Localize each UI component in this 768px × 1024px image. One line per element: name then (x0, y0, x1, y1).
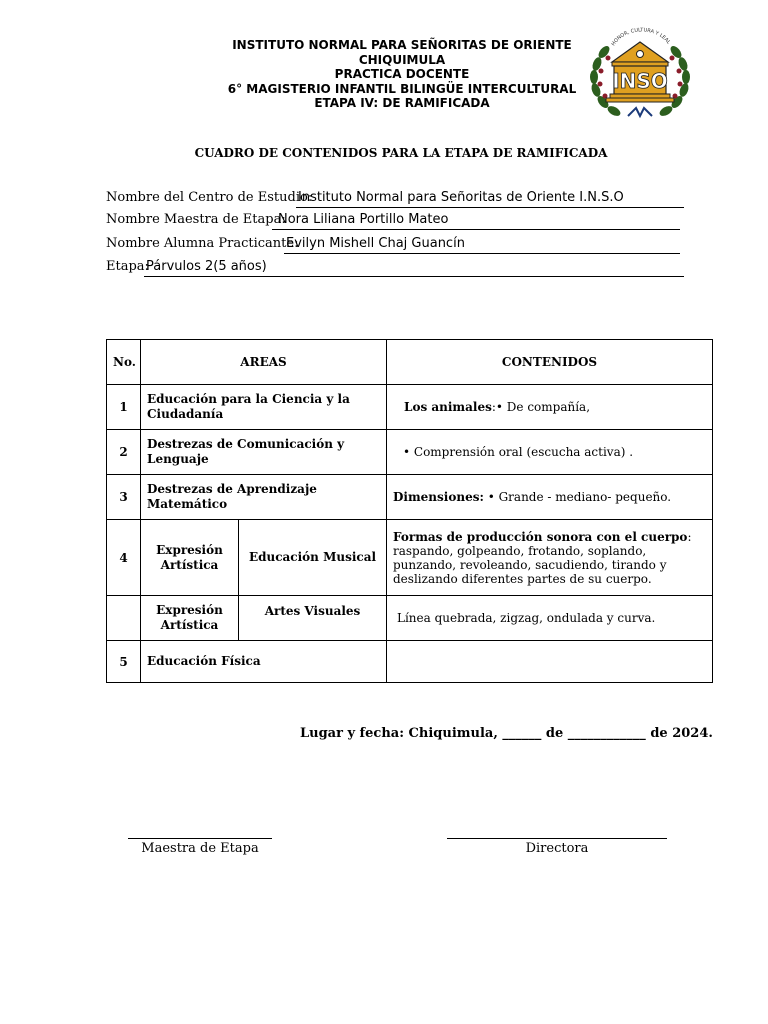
content-bold: Formas de producción sonora con el cuerpo (393, 529, 688, 544)
signature-maestra: Maestra de Etapa (128, 838, 272, 856)
logo-text: INSO (612, 69, 668, 93)
institution-name: INSTITUTO NORMAL PARA SEÑORITAS DE ORIENTE (232, 38, 572, 52)
logo-motto: HONOR, CULTURA Y LEAL (610, 27, 671, 48)
row-number: 3 (107, 475, 141, 520)
city-name: CHIQUIMULA (358, 52, 446, 67)
row-content (387, 596, 713, 641)
content-text: • Comprensión oral (escucha activa) . (403, 444, 634, 459)
place-date: Lugar y fecha: Chiquimula, ______ de ____________ de 2024. (300, 726, 713, 741)
inso-crest-logo-icon (584, 22, 696, 124)
info-maestra (106, 212, 680, 228)
row-subarea: Artes Visuales (239, 596, 387, 641)
table-row (107, 475, 713, 520)
content-bold: Los animales (404, 399, 492, 414)
row-subarea: Educación Musical (239, 520, 387, 596)
row-content (387, 385, 713, 430)
content-bold: Dimensiones: (393, 489, 484, 504)
alumna-label: Nombre Alumna Practicante: (106, 236, 299, 251)
centro-value: Instituto Normal para Señoritas de Oriente I.N.S.O (296, 190, 684, 208)
row-area: Educación Física (141, 641, 387, 683)
info-etapa (106, 259, 684, 275)
content-text: :• De compañía, (491, 399, 591, 414)
row-content (387, 430, 713, 475)
document-header (200, 38, 604, 111)
row-area: Educación para la Ciencia y la Ciudadanía (141, 385, 387, 430)
etapa-label: Etapa: (106, 259, 149, 274)
content-text: Línea quebrada, zigzag, ondulada y curva. (397, 610, 656, 625)
maestra-value: Nora Liliana Portillo Mateo (272, 212, 680, 230)
row-number (107, 596, 141, 641)
content-text: • Grande - mediano- pequeño. (483, 489, 672, 504)
program-name: 6° MAGISTERIO INFANTIL BILINGÜE INTERCULTURAL (227, 81, 577, 96)
document-title: CUADRO DE CONTENIDOS PARA LA ETAPA DE RAMIFICADA (194, 146, 608, 160)
header-contenidos: CONTENIDOS (387, 340, 713, 385)
row-area: Destrezas de Comunicación y Lenguaje (141, 430, 387, 475)
row-number: 5 (107, 641, 141, 683)
row-area: Expresión Artística (141, 520, 239, 596)
row-number: 1 (107, 385, 141, 430)
etapa-value: Párvulos 2(5 años) (144, 259, 684, 277)
course-name: PRACTICA DOCENTE (334, 67, 470, 81)
table-header-row (107, 340, 713, 385)
svg-text:HONOR, CULTURA Y LEALTAD (584, 22, 672, 47)
info-alumna (106, 236, 680, 252)
row-area: Expresión Artística (141, 596, 239, 641)
table-row (107, 385, 713, 430)
table-row (107, 520, 713, 596)
info-centro (106, 190, 684, 206)
signature-directora: Directora (447, 838, 667, 856)
row-number: 4 (107, 520, 141, 596)
header-no: No. (107, 340, 141, 385)
table-row (107, 430, 713, 475)
row-content (387, 520, 713, 596)
table-row (107, 596, 713, 641)
stage-name: ETAPA IV: DE RAMIFICADA (314, 96, 490, 110)
contents-table (106, 339, 713, 683)
content-text: : raspando, golpeando, frotando, soplando, punzando, revoleando, sacudiendo, tirando y deslizando diferentes partes de su cuerpo. (393, 529, 692, 586)
alumna-value: Evilyn Mishell Chaj Guancín (284, 236, 680, 254)
header-areas: AREAS (141, 340, 387, 385)
row-content (387, 475, 713, 520)
row-area: Destrezas de Aprendizaje Matemático (141, 475, 387, 520)
table-row (107, 641, 713, 683)
row-number: 2 (107, 430, 141, 475)
maestra-label: Nombre Maestra de Etapa: (106, 212, 286, 227)
centro-label: Nombre del Centro de Estudio: (106, 190, 313, 205)
row-content (387, 641, 713, 683)
